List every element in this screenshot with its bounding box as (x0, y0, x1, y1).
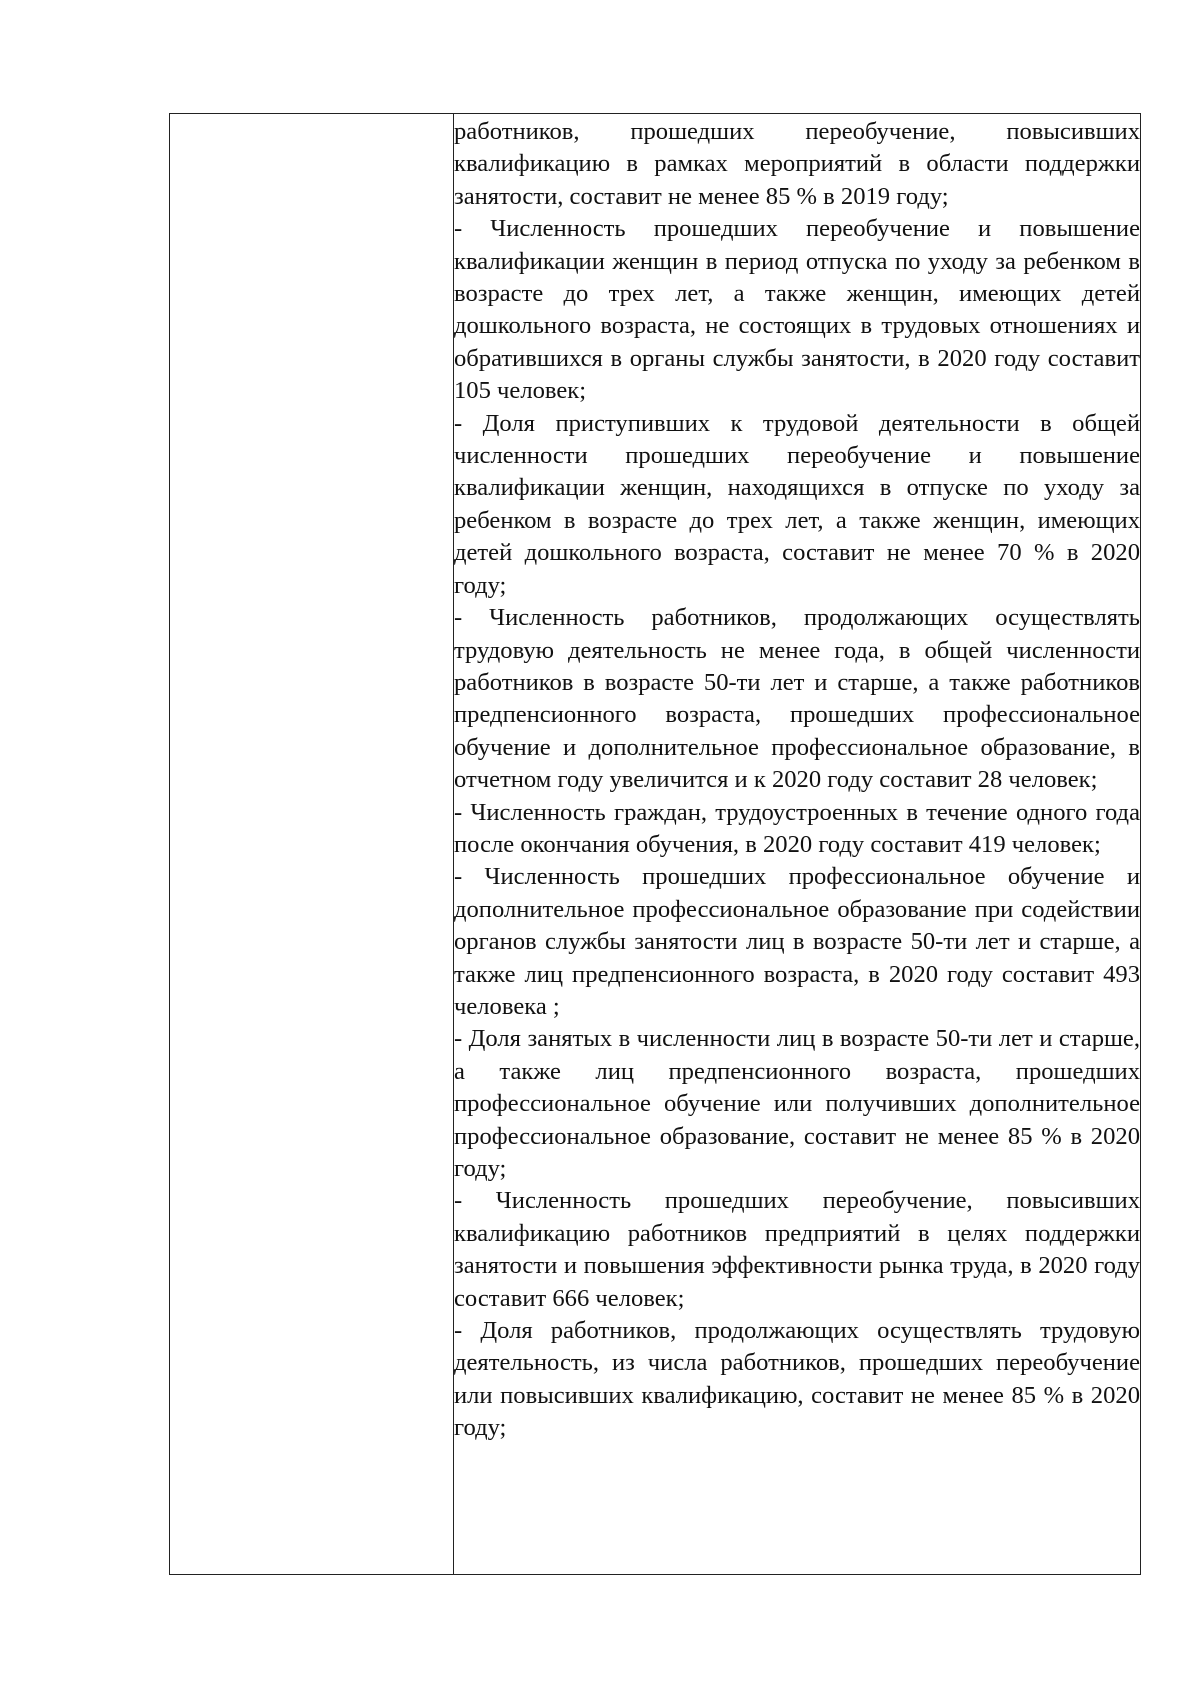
paragraph-6: - Численность прошедших профессиональное обучение и дополнительное профессиональное образование при содействии органов службы занятости лиц в возрасте 50-ти лет и старше, а также лиц предпенсионного возраста, в 2020 году составит 493 человека ; (454, 863, 1140, 1020)
paragraph-8: - Численность прошедших переобучение, повысивших квалификацию работников предприятий в целях поддержки занятости и повышения эффективности рынка труда, в 2020 году составит 666 человек; (454, 1187, 1140, 1312)
paragraph-3: - Доля приступивших к трудовой деятельности в общей численности прошедших переобучение и повышение квалификации женщин, находящихся в отпуске по уходу за ребенком в возрасте до трех лет, а также женщин, имеющих детей дошкольного возраста, составит не менее 70 % в 2020 году; (454, 409, 1140, 599)
paragraph-5: - Численность граждан, трудоустроенных в течение одного года после окончания обучения, в 2020 году составит 419 человек; (454, 798, 1140, 858)
paragraph-9: - Доля работников, продолжающих осуществлять трудовую деятельность, из числа работников, прошедших переобучение или повысивших квалификацию, составит не менее 85 % в 2020 году; (454, 1317, 1140, 1442)
table-cell-left (170, 114, 454, 1575)
text-block (454, 114, 1140, 1445)
paragraph-2: - Численность прошедших переобучение и повышение квалификации женщин в период отпуска по уходу за ребенком в возрасте до трех лет, а также женщин, имеющих детей дошкольного возраста, не состоящих в трудовых отношениях и обратившихся в органы службы занятости, в 2020 году составит 105 человек; (454, 215, 1140, 405)
table-row (170, 114, 1141, 1575)
paragraph-7: - Доля занятых в численности лиц в возрасте 50-ти лет и старше, а также лиц предпенсионного возраста, прошедших профессиональное обучение или получивших дополнительное профессиональное образование, составит не менее 85 % в 2020 году; (454, 1025, 1140, 1182)
table-cell-right (454, 114, 1141, 1575)
document-table (169, 113, 1141, 1575)
paragraph-1: работников, прошедших переобучение, повысивших квалификацию в рамках мероприятий в области поддержки занятости, составит не менее 85 % в 2019 году; (454, 118, 1140, 210)
paragraph-4: - Численность работников, продолжающих осуществлять трудовую деятельность не менее года, в общей численности работников в возрасте 50-ти лет и старше, а также работников предпенсионного возраста, прошедших профессиональное обучение и дополнительное профессиональное образование, в отчетном году увеличится и к 2020 году составит 28 человек; (454, 604, 1140, 794)
